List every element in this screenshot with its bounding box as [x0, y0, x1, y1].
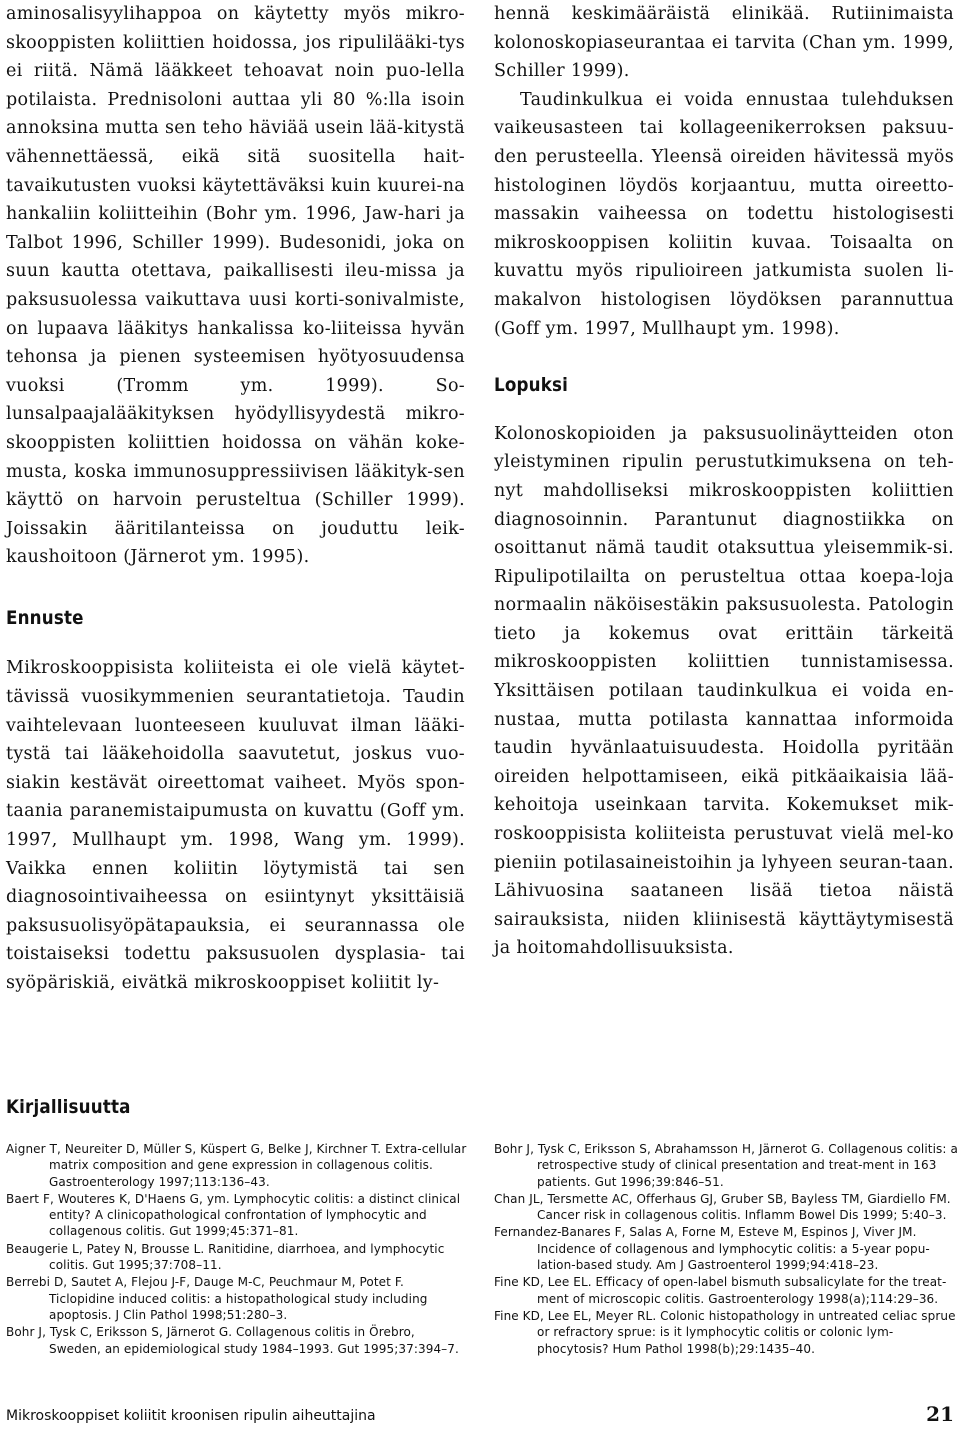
- paragraph-treatment: aminosalisyylihappoa on käytetty myös mikro-skooppisten koliittien hoidossa, jos ripulilääki-tys ei riitä. Nämä lääkkeet tehoavat noin puo-lella potilaista. Prednisoloni auttaa yli 80 %:lla isoin annoksina mutta sen teho häviää usein lää-kitystä vähennettäessä, eikä sitä suositella hait-tavaikutusten vuoksi käytettäväksi kuin kuurei-na hankaliin koliitteihin (Bohr ym. 1996, Jaw-hari ja Talbot 1996, Schiller 1999). Budesonidi, joka on suun kautta otettava, paikallisesti ileu-missa ja paksusuolessa vaikuttava uusi korti-sonivalmiste, on lupaava lääkitys hankalissa ko-liiteissa hyvän tehonsa ja pienen systeemisen hyötyosuudensa vuoksi (Tromm ym. 1999). So-lunsalpaajalääkityksen hyödyllisyydestä mikro-skooppisten koliittien hoidossa on vähän koke-musta, koska immunosuppressiivisen lääkityk-sen käyttö on harvoin perusteltua (Schiller 1999). Joissakin ääritilanteissa on jouduttu leik-kaushoitoon (Järnerot ym. 1995).: [6, 4, 465, 568]
- section-heading-lopuksi: Lopuksi: [494, 374, 569, 397]
- reference-item: Aigner T, Neureiter D, Müller S, Küspert G, Belke J, Kirchner T. Extra-cellular matrix composition and gene expression in collagenous colitis. Gastroenterology 1997;113:136–43.: [6, 1142, 467, 1189]
- reference-item: Fine KD, Lee EL, Meyer RL. Colonic histopathology in untreated celiac sprue or refractory sprue: is it lymphocytic colitis or colonic lym-phocytosis? Hum Pathol 1998(b);29:1435–40.: [494, 1308, 956, 1356]
- references-right-column: [494, 1141, 958, 1358]
- reference-item: Chan JL, Tersmette AC, Offerhaus GJ, Gruber SB, Bayless TM, Giardiello FM. Cancer risk in collagenous colitis. Inflamm Bowel Dis 1999; 5:40–3.: [494, 1191, 951, 1223]
- reference-item: Fine KD, Lee EL. Efficacy of open-label bismuth subsalicylate for the treat-ment of microscopic colitis. Gastroenterology 1998(a);114:29–36.: [494, 1275, 947, 1306]
- references-heading: Kirjallisuutta: [6, 1096, 131, 1118]
- reference-item: Beaugerie L, Patey N, Brousse L. Ranitidine, diarrhoea, and lymphocytic colitis. Gut 1995;37:708–11.: [6, 1241, 445, 1273]
- right-text-column: [494, 0, 954, 963]
- running-footer-title: Mikroskooppiset koliitit kroonisen ripulin aiheuttajina: [6, 1408, 376, 1424]
- reference-item: Fernandez-Banares F, Salas A, Forne M, Esteve M, Espinos J, Viver JM. Incidence of collagenous and lymphocytic colitis: a 5-year popu-lation-based study. Am J Gastroenterol 1999;94:418–23.: [494, 1225, 930, 1273]
- reference-item: Bohr J, Tysk C, Eriksson S, Järnerot G. Collagenous colitis in Örebro, Sweden, an epidemiological study 1984–1993. Gut 1995;37:394–7.: [6, 1325, 459, 1356]
- references-left-column: [6, 1141, 468, 1358]
- paragraph-prognosis: Mikroskooppisista koliiteista ei ole vielä käytet-tävissä vuosikymmenien seurantatietoja. Taudin vaihtelevaan luonteeseen kuuluvat ilman lääki-tystä tai lääkehoidolla saavutetut, joskus vuo-siakin kestävät oireettomat vaiheet. Myös spon-taania paranemistaipumusta on kuvattu (Goff ym. 1997, Mullhaupt ym. 1998, Wang ym. 1999). Vaikka ennen koliitin löytymistä tai sen diagnosointivaiheessa on esiintynyt yksittäisiä paksusuolisyöpätapauksia, ei seurannassa ole toistaiseksi todettu paksusuolen dysplasia- tai syöpäriskiä, eivätkä mikroskooppiset koliitit ly-: [6, 658, 465, 993]
- paragraph-conclusion: Kolonoskopioiden ja paksusuolinäytteiden oton yleistyminen ripulin perustutkimuksena on teh-nyt mahdolliseksi mikroskooppisten koliittien diagnosoinnin. Parantunut diagnostiikka on osoittanut nämä taudit otaksuttua yleisemmik-si. Ripulipotilailta on perusteltua ottaa koepa-loja normaalin näköisestäkin paksusuolesta. Patologin tieto ja kokemus ovat erittäin tärkeitä mikroskooppisten koliittien tunnistamisessa. Yksittäisen potilaan taudinkulkua ei voida en-nustaa, mutta potilasta kannattaa informoida taudin hyvänlaatuisuudesta. Hoidolla pyritään oireiden helpottamiseen, eikä pitkäaikaisia lää-kehoitoja useinkaan tarvita. Kokemukset mik-roskooppisista koliiteista perustuvat vielä mel-ko pieniin potilasaineistoihin ja lyhyeen seuran-taan. Lähivuosina saataneen lisää tietoa näistä sairauksista, niiden kliinisestä käyttäytymisestä ja hoitomahdollisuuksista.: [494, 423, 954, 959]
- left-text-column: [6, 0, 465, 998]
- reference-item: Bohr J, Tysk C, Eriksson S, Abrahamsson H, Järnerot G. Collagenous colitis: a retrospective study of clinical presentation and treat-ment in 163 patients. Gut 1996;39:846–51.: [494, 1142, 958, 1189]
- paragraph-prognosis-continued: hennä keskimääräistä elinikää. Rutiinimaista kolonoskopiaseurantaa ei tarvita (Chan ym. 1999, Schiller 1999).: [494, 4, 954, 82]
- page-number: 21: [926, 1402, 954, 1426]
- paragraph-disease-course: Taudinkulkua ei voida ennustaa tulehduksen vaikeusasteen tai kollageenikerroksen paksuu-den perusteella. Yleensä oireiden hävitessä myös histologinen löydös korjaantuu, mutta oireetto-massakin vaiheessa on todettu histologisesti mikroskooppisen koliitin kuvaa. Toisaalta on kuvattu myös ripulioireen jatkumista suolen li-makalvon histologisen löydöksen parannuttua (Goff ym. 1997, Mullhaupt ym. 1998).: [494, 89, 954, 339]
- reference-item: Berrebi D, Sautet A, Flejou J-F, Dauge M-C, Peuchmaur M, Potet F. Ticlopidine induced colitis: a histopathological study including apoptosis. J Clin Pathol 1998;51:280–3.: [6, 1275, 428, 1322]
- section-heading-ennuste: Ennuste: [6, 606, 84, 629]
- reference-item: Baert F, Wouteres K, D'Haens G, ym. Lymphocytic colitis: a distinct clinical entity? A clinicopathological confrontation of lymphocytic and collagenous colitis. Gut 1999;45:371–81.: [6, 1191, 461, 1239]
